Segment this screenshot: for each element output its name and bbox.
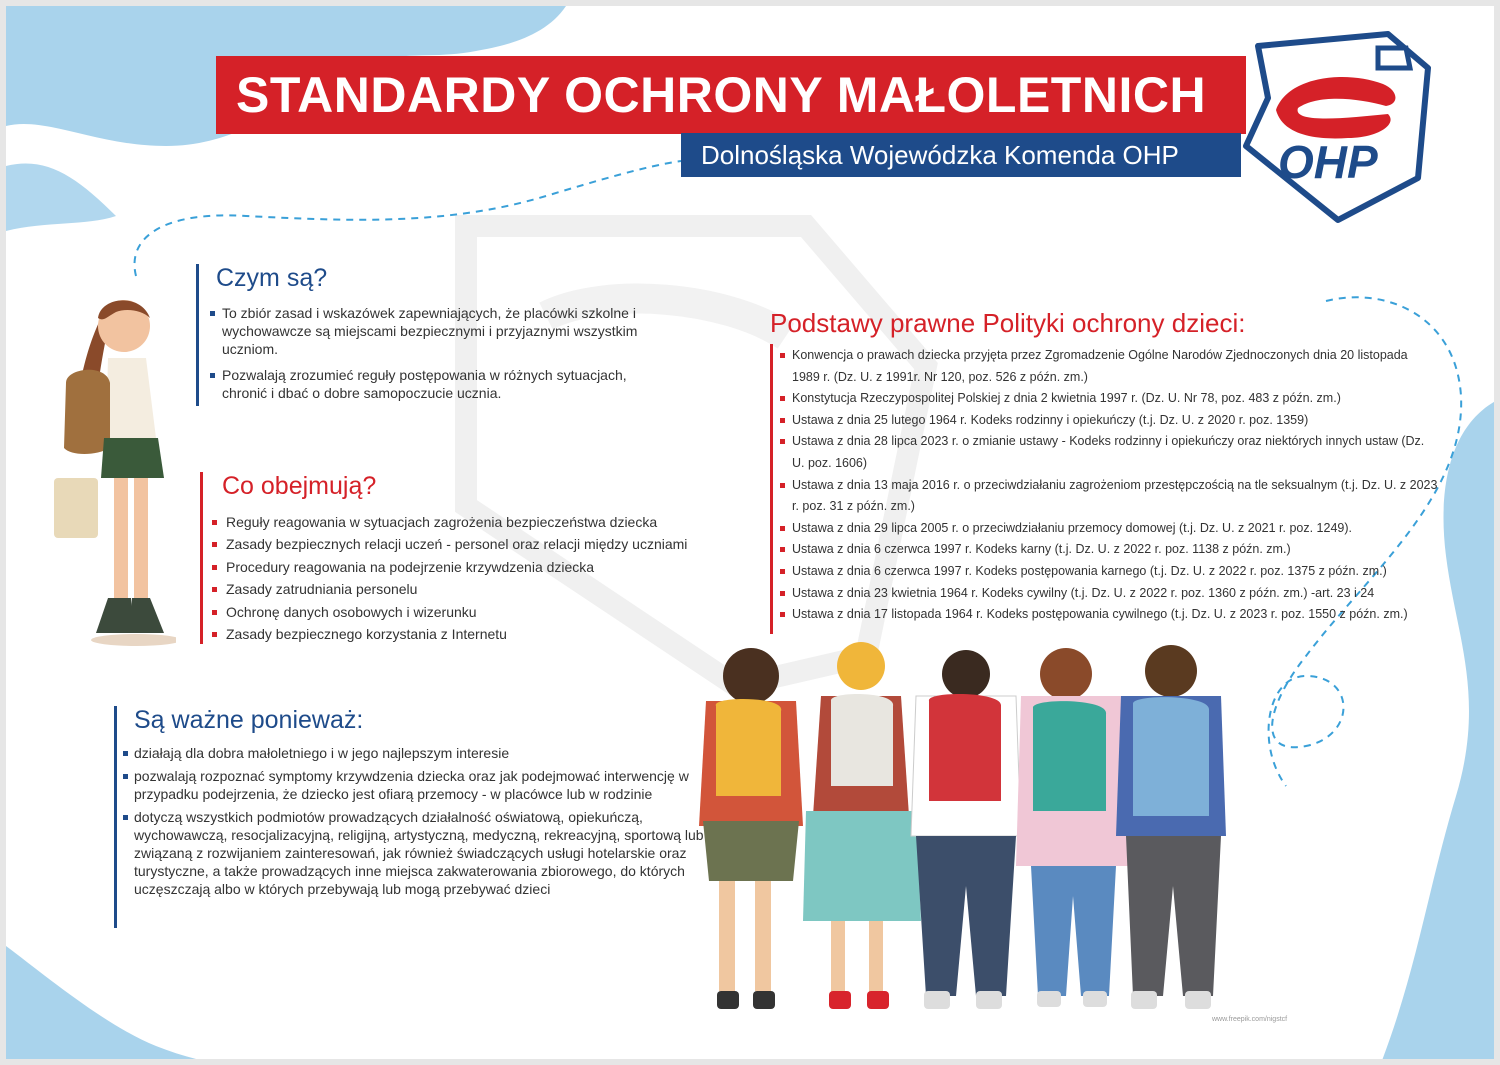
- list-item: Ustawa z dnia 6 czerwca 1997 r. Kodeks karny (t.j. Dz. U. z 2022 r. poz. 1138 z późn. zm.): [778, 539, 1438, 561]
- list-item: Zasady zatrudniania personelu: [210, 580, 687, 598]
- list-item: Zasady bezpiecznego korzystania z Internetu: [210, 625, 687, 643]
- list-item: Ustawa z dnia 29 lipca 2005 r. o przeciwdziałaniu przemocy domowej (t.j. Dz. U. z 2021 r. poz. 1249).: [778, 518, 1438, 540]
- list-item: Ochronę danych osobowych i wizerunku: [210, 603, 687, 621]
- section-heading: Czym są?: [216, 264, 328, 292]
- list-item: pozwalają rozpoznać symptomy krzywdzenia dziecka oraz jak podejmować interwencję w przypadku podejrzenia, że dziecko jest ofiarą przemocy - w placówce lub w rodzinie: [122, 767, 707, 803]
- list-item: Zasady bezpiecznych relacji uczeń - personel oraz relacji między uczniami: [210, 535, 687, 553]
- list-item: Konwencja o prawach dziecka przyjęta przez Zgromadzenie Ogólne Narodów Zjednoczonych dnia 20 listopada 1989 r. (Dz. U. z 1991r. Nr 120, poz. 526 z późn. zm.): [778, 345, 1438, 388]
- title-banner: [216, 56, 1246, 134]
- list-item: Ustawa z dnia 6 czerwca 1997 r. Kodeks postępowania karnego (t.j. Dz. U. z 2022 r. poz. 1375 z późn. zm.): [778, 561, 1438, 583]
- page-subtitle: Dolnośląska Wojewódzka Komenda OHP: [701, 139, 1179, 170]
- students-group-illustration: [681, 636, 1241, 1026]
- list-item: Ustawa z dnia 17 listopada 1964 r. Kodeks postępowania cywilnego (t.j. Dz. U. z 2023 r. poz. 1550 z późn. zm.): [778, 604, 1438, 626]
- section-accent-bar: [200, 472, 203, 644]
- section-heading: Podstawy prawne Polityki ochrony dzieci:: [770, 308, 1246, 338]
- section-heading: Co obejmują?: [222, 472, 377, 500]
- bottom-left-blob: [6, 906, 306, 1065]
- list-item: Ustawa z dnia 13 maja 2016 r. o przeciwdziałaniu zagrożeniom przestępczością na tle seksualnym (t.j. Dz. U. z 2023 r. poz. 31 z późn. zm.): [778, 475, 1438, 518]
- section-accent-bar: [114, 706, 117, 928]
- page-title: STANDARDY OCHRONY MAŁOLETNICH: [236, 67, 1207, 123]
- section-co-obejmuja: [200, 472, 720, 644]
- image-credit: www.freepik.com/nigstcf: [1212, 1016, 1288, 1023]
- czym-sa-list: [208, 304, 648, 410]
- list-item: Konstytucja Rzeczypospolitej Polskiej z dnia 2 kwietnia 1997 r. (Dz. U. Nr 78, poz. 483 z późn. zm.): [778, 388, 1438, 410]
- section-accent-bar: [770, 344, 773, 634]
- list-item: Reguły reagowania w sytuacjach zagrożenia bezpieczeństwa dziecka: [210, 513, 687, 531]
- ohp-logo: [1228, 28, 1438, 224]
- section-heading: Są ważne ponieważ:: [134, 706, 364, 734]
- ohp-logo-text: OHP: [1278, 136, 1378, 188]
- section-czym-sa: [196, 264, 666, 406]
- podstawy-list: [778, 345, 1438, 626]
- section-podstawy-prawne: [770, 308, 1450, 638]
- subtitle-banner: [681, 133, 1241, 177]
- co-obejmuja-list: [210, 513, 687, 647]
- list-item: To zbiór zasad i wskazówek zapewniających, że placówki szkolne i wychowawcze są miejscami bezpiecznymi i przyjaznymi wszystkim uczniom.: [208, 304, 648, 358]
- girl-student-illustration: [46, 288, 176, 648]
- list-item: dotyczą wszystkich podmiotów prowadzących działalność oświatową, opiekuńczą, wychowawczą, resocjalizacyjną, religijną, artystyczną, medyczną, rekreacyjną, sportową lub związaną z rozwijaniem zainteresowań, jak również świadczących usługi hotelarskie oraz turystyczne, a także prowadzących inne miejsca zakwaterowania zbiorowego, do których uczęszczają albo w których przebywają lub mogą przebywać dzieci: [122, 808, 707, 898]
- list-item: Procedury reagowania na podejrzenie krzywdzenia dziecka: [210, 558, 687, 576]
- list-item: Pozwalają zrozumieć reguły postępowania w różnych sytuacjach, chronić i dbać o dobre samopoczucie ucznia.: [208, 366, 648, 402]
- list-item: Ustawa z dnia 28 lipca 2023 r. o zmianie ustawy - Kodeks rodzinny i opiekuńczy oraz niektórych innych ustaw (Dz. U. poz. 1606): [778, 431, 1438, 474]
- list-item: Ustawa z dnia 23 kwietnia 1964 r. Kodeks cywilny (t.j. Dz. U. z 2022 r. poz. 1360 z późn. zm.) -art. 23 i 24: [778, 583, 1438, 605]
- list-item: Ustawa z dnia 25 lutego 1964 r. Kodeks rodzinny i opiekuńczy (t.j. Dz. U. z 2020 r. poz. 1359): [778, 410, 1438, 432]
- list-item: działają dla dobra małoletniego i w jego najlepszym interesie: [122, 744, 707, 762]
- section-sa-wazne: [114, 706, 714, 928]
- section-accent-bar: [196, 264, 199, 406]
- sa-wazne-list: [122, 744, 707, 903]
